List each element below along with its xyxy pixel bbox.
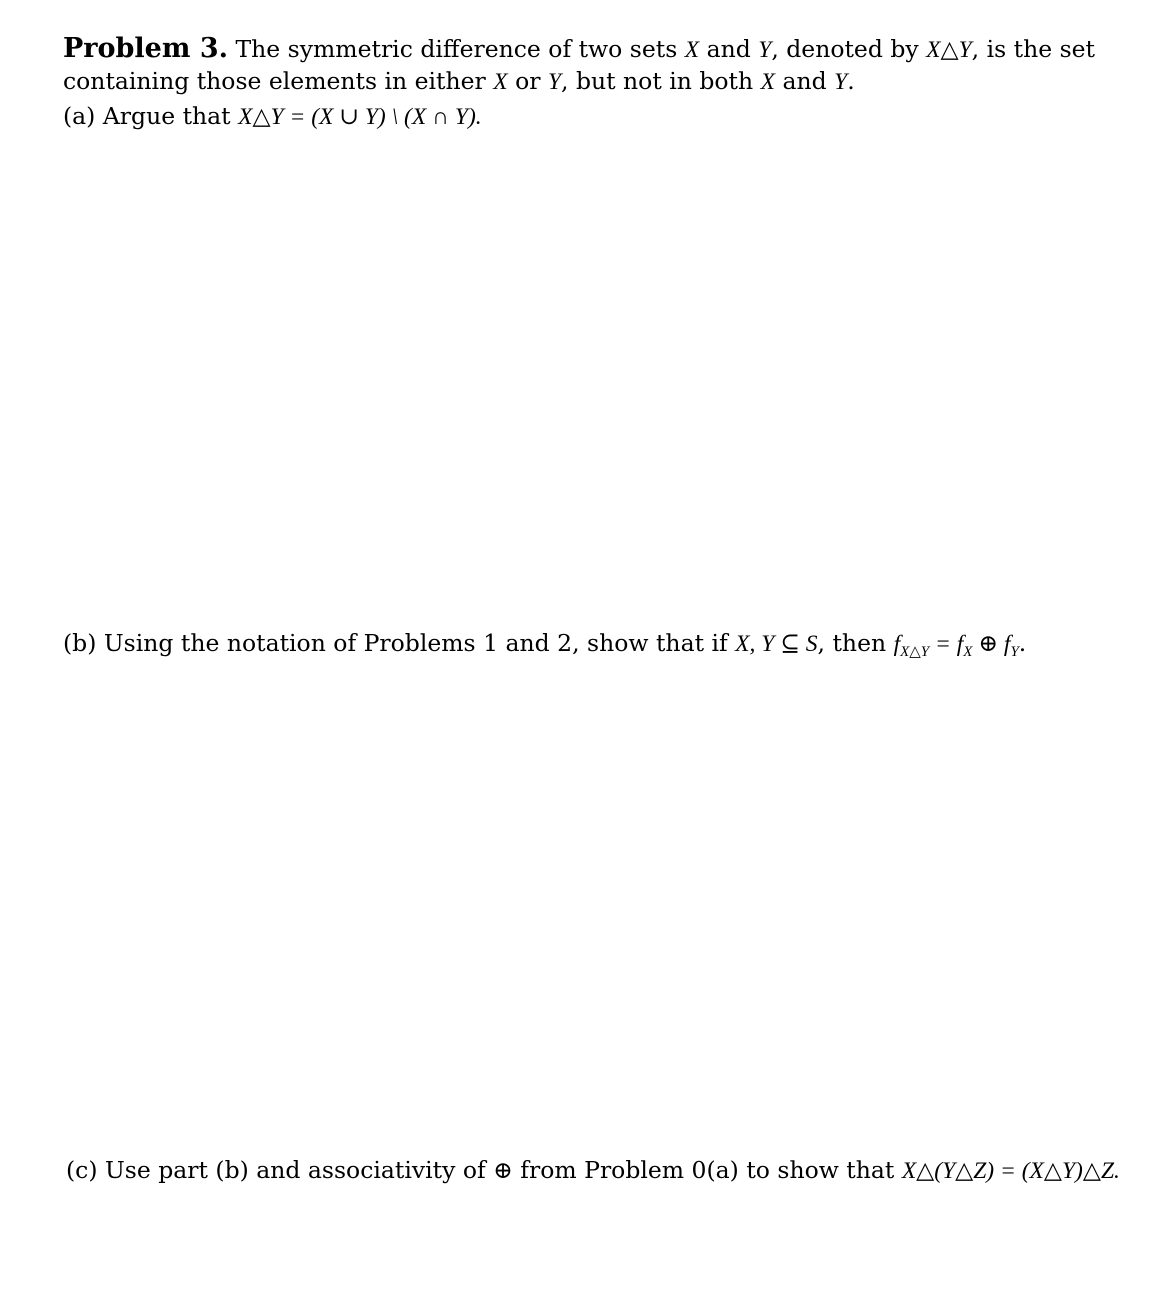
math-X: X	[760, 69, 775, 95]
part-b-oplus: ⊕ f	[972, 631, 1011, 657]
part-b-sub-xy: X△Y	[900, 644, 930, 660]
part-a-equation: X△Y = (X ∪ Y) \ (X ∩ Y).	[238, 104, 482, 130]
problem-title: Problem 3.	[63, 33, 229, 64]
part-b-sub-y: Y	[1010, 644, 1019, 660]
intro-text-1d: , is the set	[971, 35, 1095, 63]
intro-text-2e: .	[847, 67, 855, 95]
part-a-text: Argue that	[95, 102, 239, 130]
part-c	[66, 1155, 1120, 1186]
intro-text-1a: The symmetric difference of two sets	[235, 35, 685, 63]
intro-text-2d: and	[774, 67, 835, 95]
intro-text-1b: and	[699, 35, 759, 63]
part-b-end: .	[1018, 629, 1027, 657]
problem-statement-line-2	[63, 66, 855, 97]
part-c-text: Use part (b) and associativity of ⊕ from Problem 0(a) to show that	[97, 1156, 902, 1184]
part-c-label: (c)	[66, 1156, 98, 1184]
part-b-text-2: , then	[817, 629, 894, 657]
math-Y: Y	[758, 37, 772, 63]
part-b-f: f	[893, 631, 901, 657]
part-b	[63, 628, 1026, 667]
math-Y: Y	[834, 69, 848, 95]
intro-text-1c: , denoted by	[771, 35, 927, 63]
math-sym-diff: X△Y	[926, 37, 972, 63]
part-a-label: (a)	[63, 102, 96, 130]
intro-text-2c: , but not in both	[561, 67, 761, 95]
part-b-sub-x: X	[963, 644, 973, 660]
intro-text-2a: containing those elements in either	[63, 67, 494, 95]
math-X: X	[493, 69, 508, 95]
part-b-sets: X, Y ⊆ S	[735, 631, 818, 657]
intro-text-2b: or	[507, 67, 548, 95]
part-a	[63, 101, 482, 132]
problem-statement-line-1	[63, 34, 1095, 65]
part-c-equation: X△(Y△Z) = (X△Y)△Z.	[901, 1158, 1120, 1184]
part-b-label: (b)	[63, 629, 97, 657]
part-b-eq: = f	[929, 631, 964, 657]
math-Y: Y	[547, 69, 562, 95]
part-b-text-1: Using the notation of Problems 1 and 2, show that if	[96, 629, 736, 657]
math-X: X	[684, 37, 700, 63]
